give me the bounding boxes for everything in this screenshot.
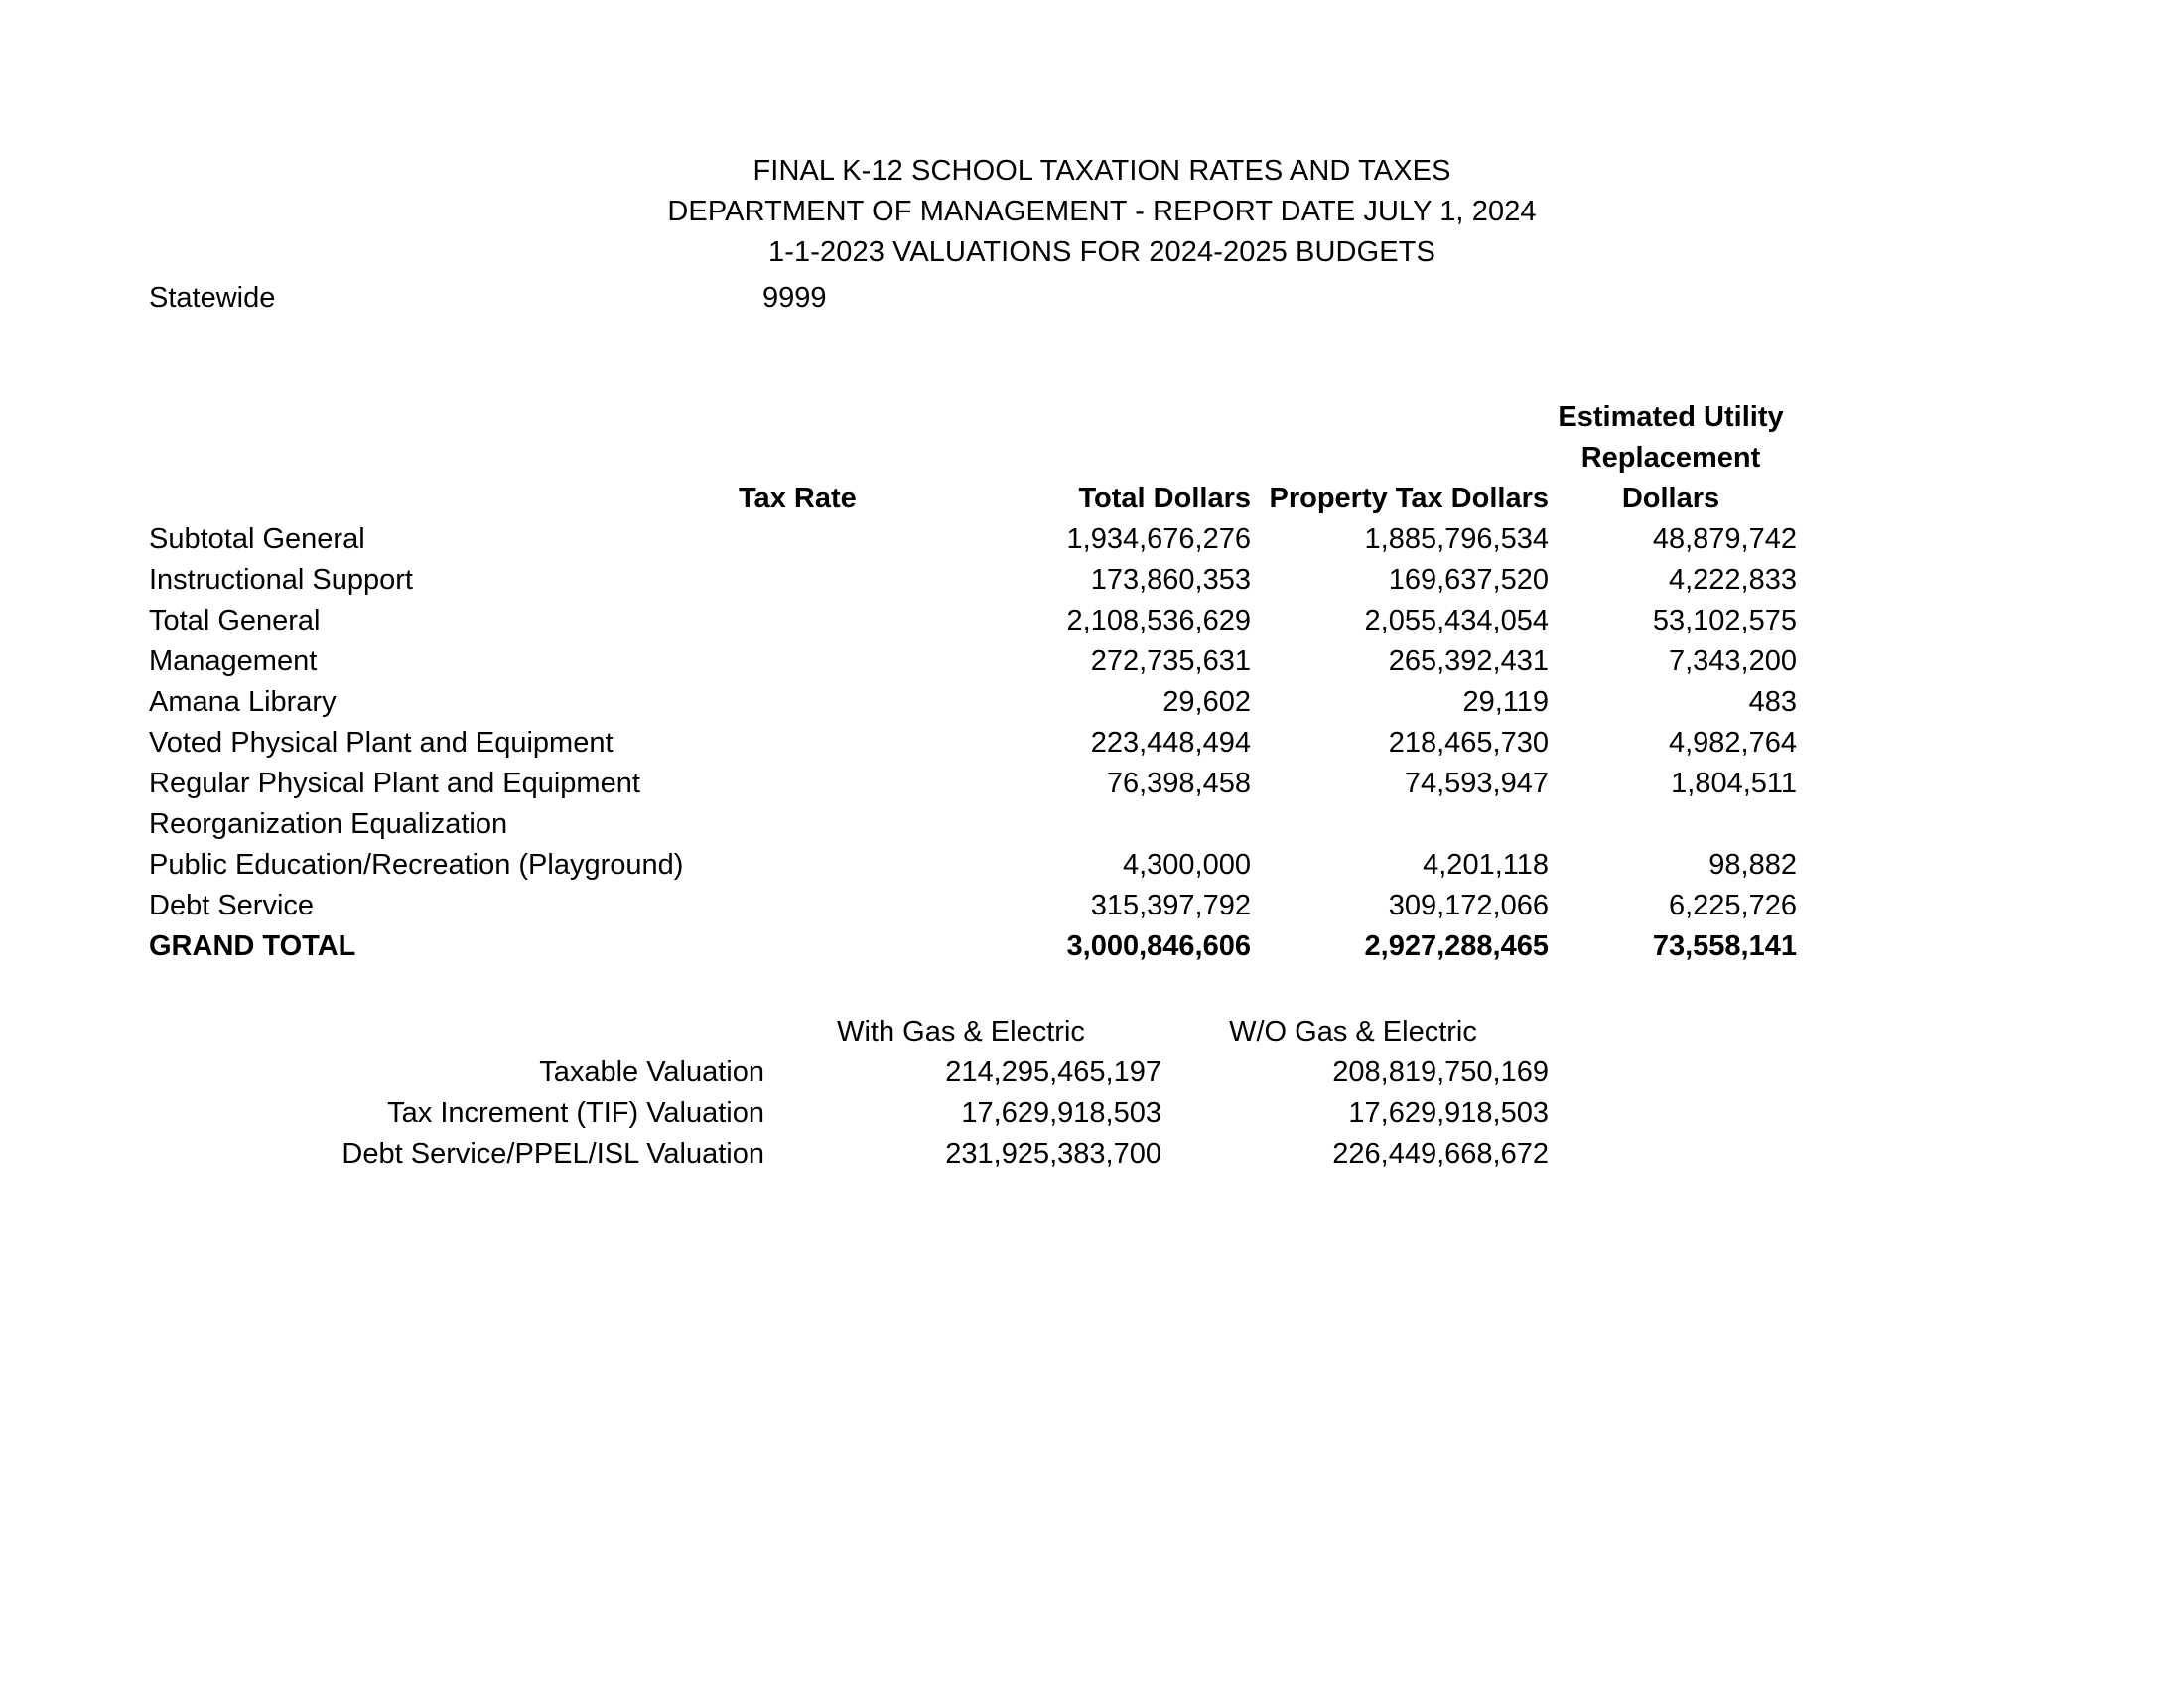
cell-fund-label: Reorganization Equalization	[149, 808, 508, 840]
cell-utility-replacement-dollars	[1549, 804, 1797, 845]
cell-total-dollars: 3,000,846,606	[1066, 930, 1251, 962]
valuation-cell-with-gas-electric: 214,295,465,197	[945, 1056, 1161, 1088]
valuation-cell-without-gas-electric: 226,449,668,672	[1332, 1138, 1549, 1170]
cell-tax-rate	[715, 723, 983, 764]
valuation-cell-without-gas-electric: 208,819,750,169	[1332, 1056, 1549, 1088]
cell-property-tax-dollars: 4,201,118	[1423, 849, 1549, 881]
cell-tax-rate	[715, 641, 983, 682]
valuation-column-header-without-gas-electric: W/O Gas & Electric	[1229, 1016, 1477, 1048]
cell-fund-label: Amana Library	[149, 686, 337, 718]
table-row	[149, 560, 1797, 601]
cell-tax-rate	[715, 560, 983, 601]
cell-tax-rate	[715, 804, 983, 845]
cell-total-dollars: 76,398,458	[1106, 768, 1251, 799]
cell-utility-replacement-dollars: 73,558,141	[1652, 930, 1797, 962]
cell-utility-replacement-dollars: 483	[1748, 686, 1797, 718]
cell-utility-replacement-dollars: 6,225,726	[1668, 890, 1797, 921]
taxation-table-head	[149, 397, 1797, 519]
cell-tax-rate	[715, 519, 983, 560]
column-header-tax-rate: Tax Rate	[739, 483, 857, 514]
cell-property-tax-dollars: 169,637,520	[1388, 564, 1549, 596]
table-row	[149, 764, 1797, 804]
cell-fund-label: Instructional Support	[149, 564, 413, 596]
cell-fund-label: Public Education/Recreation (Playground)	[149, 849, 684, 881]
cell-utility-replacement-dollars: 98,882	[1708, 849, 1797, 881]
report-title-block	[0, 151, 2184, 273]
table-row	[149, 601, 1797, 641]
cell-fund-label: Total General	[149, 605, 321, 636]
taxation-table-body	[149, 519, 1797, 967]
cell-total-dollars	[983, 804, 1251, 845]
table-row	[149, 682, 1797, 723]
utility-header-line-2: Replacement	[1580, 442, 1761, 474]
valuation-table	[149, 1012, 1549, 1175]
table-header-row	[149, 397, 1797, 519]
cell-tax-rate	[715, 926, 983, 967]
valuation-header-row	[149, 1012, 1549, 1053]
cell-utility-replacement-dollars: 4,222,833	[1668, 564, 1797, 596]
cell-total-dollars: 272,735,631	[1090, 645, 1251, 677]
valuation-cell-label: Tax Increment (TIF) Valuation	[387, 1097, 764, 1129]
utility-header-line-3: Dollars	[1621, 483, 1720, 514]
cell-property-tax-dollars: 218,465,730	[1388, 727, 1549, 759]
report-title-line-2: DEPARTMENT OF MANAGEMENT - REPORT DATE JULY 1, 2024	[667, 196, 1537, 227]
cell-utility-replacement-dollars: 4,982,764	[1668, 727, 1797, 759]
valuation-cell-label: Taxable Valuation	[539, 1056, 764, 1088]
valuation-column-header-label	[149, 1012, 764, 1053]
cell-total-dollars: 29,602	[1162, 686, 1251, 718]
column-header-total-dollars: Total Dollars	[1078, 483, 1251, 514]
utility-header-stack	[1549, 397, 1793, 519]
entity-header	[0, 278, 2184, 319]
valuation-row	[149, 1093, 1549, 1134]
valuation-column-header-with-gas-electric: With Gas & Electric	[837, 1016, 1085, 1048]
table-row-grand-total	[149, 926, 1797, 967]
cell-fund-label: Voted Physical Plant and Equipment	[149, 727, 614, 759]
cell-fund-label: GRAND TOTAL	[149, 930, 356, 962]
cell-tax-rate	[715, 682, 983, 723]
cell-tax-rate	[715, 886, 983, 926]
column-header-property-tax-dollars: Property Tax Dollars	[1269, 483, 1549, 514]
table-row	[149, 723, 1797, 764]
cell-property-tax-dollars: 265,392,431	[1388, 645, 1549, 677]
cell-total-dollars: 223,448,494	[1090, 727, 1251, 759]
cell-total-dollars: 4,300,000	[1122, 849, 1251, 881]
valuation-row	[149, 1134, 1549, 1175]
valuation-cell-label: Debt Service/PPEL/ISL Valuation	[341, 1138, 764, 1170]
table-row	[149, 845, 1797, 886]
cell-tax-rate	[715, 764, 983, 804]
cell-fund-label: Management	[149, 645, 318, 677]
cell-fund-label: Debt Service	[149, 890, 315, 921]
taxation-table	[149, 397, 1797, 967]
valuation-table-head	[149, 1012, 1549, 1053]
cell-total-dollars: 315,397,792	[1090, 890, 1251, 921]
cell-utility-replacement-dollars: 48,879,742	[1652, 523, 1797, 555]
report-title-line-1: FINAL K-12 SCHOOL TAXATION RATES AND TAXES	[752, 155, 1451, 187]
table-row	[149, 519, 1797, 560]
cell-property-tax-dollars: 2,055,434,054	[1364, 605, 1549, 636]
cell-property-tax-dollars	[1251, 804, 1549, 845]
entity-code: 9999	[762, 282, 827, 314]
valuation-table-body	[149, 1053, 1549, 1175]
cell-utility-replacement-dollars: 1,804,511	[1671, 768, 1797, 799]
cell-property-tax-dollars: 309,172,066	[1388, 890, 1549, 921]
cell-fund-label: Regular Physical Plant and Equipment	[149, 768, 640, 799]
column-header-fund	[149, 397, 715, 519]
cell-fund-label: Subtotal General	[149, 523, 365, 555]
valuation-cell-with-gas-electric: 231,925,383,700	[945, 1138, 1161, 1170]
valuation-cell-with-gas-electric: 17,629,918,503	[961, 1097, 1161, 1129]
valuation-cell-without-gas-electric: 17,629,918,503	[1348, 1097, 1549, 1129]
table-row	[149, 641, 1797, 682]
cell-property-tax-dollars: 2,927,288,465	[1364, 930, 1549, 962]
table-row	[149, 886, 1797, 926]
valuation-row	[149, 1053, 1549, 1093]
cell-total-dollars: 2,108,536,629	[1066, 605, 1251, 636]
cell-tax-rate	[715, 845, 983, 886]
column-header-estimated-utility-replacement-dollars	[1549, 397, 1797, 519]
cell-total-dollars: 1,934,676,276	[1066, 523, 1251, 555]
entity-name: Statewide	[149, 282, 276, 314]
cell-utility-replacement-dollars: 7,343,200	[1668, 645, 1797, 677]
table-row	[149, 804, 1797, 845]
report-title-line-3: 1-1-2023 VALUATIONS FOR 2024-2025 BUDGETS	[768, 236, 1435, 268]
utility-header-line-1: Estimated Utility	[1558, 401, 1784, 433]
cell-total-dollars: 173,860,353	[1090, 564, 1251, 596]
cell-tax-rate	[715, 601, 983, 641]
cell-utility-replacement-dollars: 53,102,575	[1652, 605, 1797, 636]
cell-property-tax-dollars: 1,885,796,534	[1364, 523, 1549, 555]
cell-property-tax-dollars: 29,119	[1462, 686, 1549, 718]
cell-property-tax-dollars: 74,593,947	[1404, 768, 1549, 799]
